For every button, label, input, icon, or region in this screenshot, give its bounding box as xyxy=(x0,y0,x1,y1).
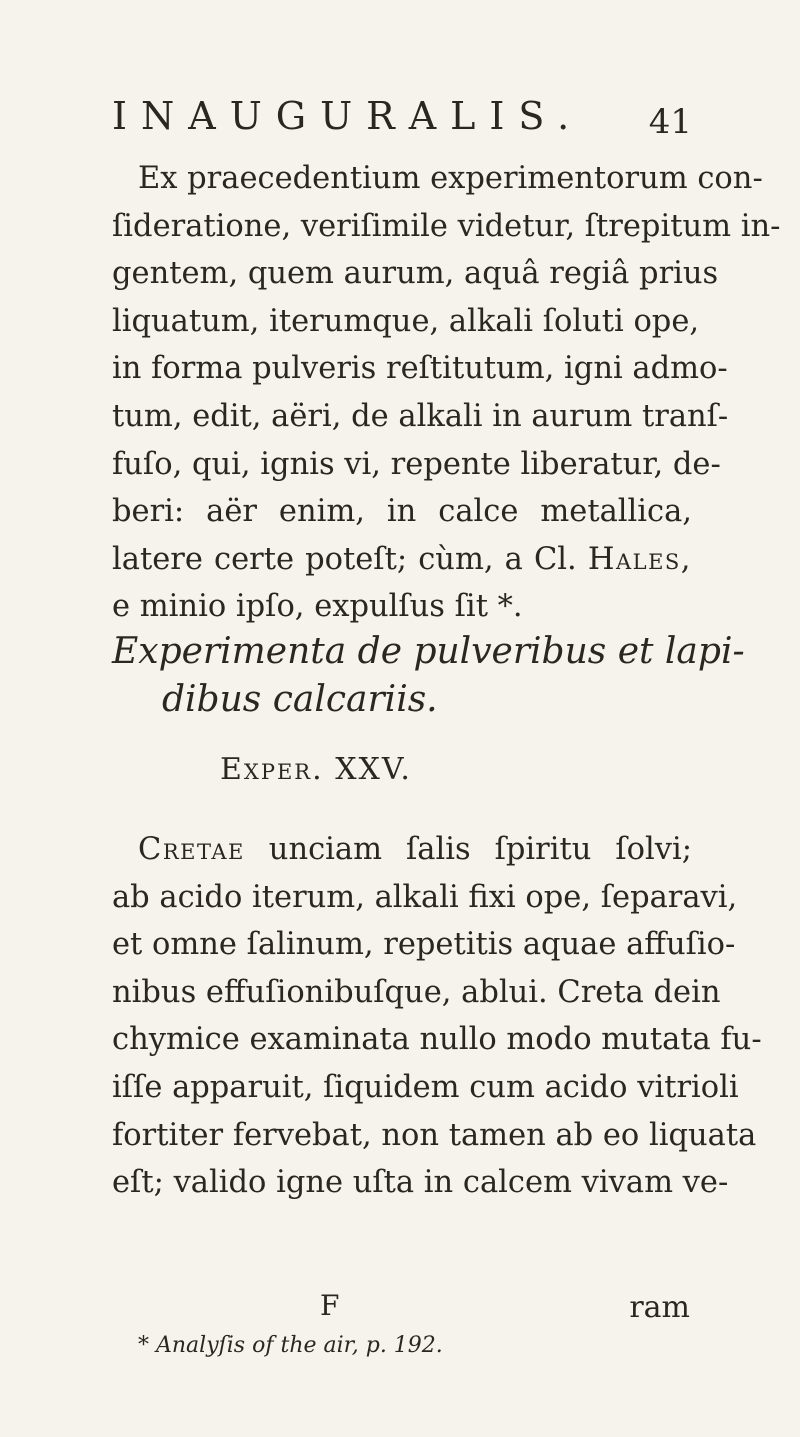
text-line: tum, edit, aëri, de alkali in aurum tranſ- xyxy=(112,398,729,434)
experiment-label: Exper. XXV. xyxy=(220,752,412,787)
author-name-hales: Hales, xyxy=(587,541,692,577)
text-line: nibus effuſionibuſque, ablui. Creta dein xyxy=(112,974,721,1010)
footnote: * Analyſis of the air, p. 192. xyxy=(138,1333,443,1358)
text-line: gentem, quem aurum, aquâ regiâ prius xyxy=(112,256,719,292)
text-segment: unciam ſalis ſpiritu ſolvi; xyxy=(268,832,692,867)
section-heading xyxy=(112,628,745,723)
heading-line: Experimenta de pulveribus et lapi- xyxy=(112,631,745,672)
text-line: et omne ſalinum, repetitis aquae affuſio- xyxy=(112,927,736,963)
text-line: fuſo, qui, ignis vi, repente liberatur, de- xyxy=(112,446,721,482)
text-line: beri: aër enim, in calce metallica, xyxy=(112,494,692,530)
text-line: iſſe apparuit, ſiquidem cum acido vitrioli xyxy=(112,1069,739,1105)
text-line-first xyxy=(112,826,692,874)
signature-mark: F xyxy=(320,1289,340,1322)
catchword: ram xyxy=(629,1290,690,1325)
text-line: ab acido iterum, alkali fixi ope, ſeparavi, xyxy=(112,879,738,915)
text-line: liquatum, iterumque, alkali ſoluti ope, xyxy=(112,303,700,339)
text-line: Ex praecedentium experimentorum con- xyxy=(138,161,763,196)
text-line: fortiter fervebat, non tamen ab eo liquata xyxy=(112,1117,757,1153)
text-line: e minio ipſo, expulſus ſit *. xyxy=(112,589,523,625)
text-line: in forma pulveris reſtitutum, igni admo- xyxy=(112,351,728,387)
text-line: eſt; valido igne uſta in calcem vivam ve- xyxy=(112,1165,729,1201)
text-segment: latere certe poteſt; cùm, a Cl. xyxy=(112,541,577,577)
running-title: INAUGURALIS. xyxy=(112,94,584,138)
paragraph-1 xyxy=(112,155,781,631)
text-line-with-name xyxy=(112,536,692,584)
first-word: Cretae xyxy=(138,832,245,867)
page-number: 41 xyxy=(648,102,692,142)
text-line: ſideratione, veriſimile videtur, ſtrepitum in- xyxy=(112,208,781,244)
paragraph-2 xyxy=(112,826,762,1207)
running-head xyxy=(112,86,692,146)
heading-line: dibus calcariis. xyxy=(162,678,438,720)
text-line: chymice examinata nullo modo mutata fu- xyxy=(112,1022,762,1058)
